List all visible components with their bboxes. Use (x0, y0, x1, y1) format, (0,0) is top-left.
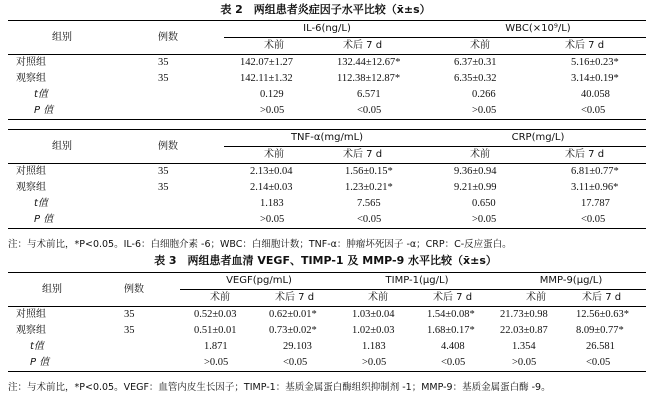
sub-header: 术前 (338, 290, 421, 307)
wbc-header: WBC(×10⁹/L) (430, 21, 646, 38)
table-row: 对照组 35 2.13±0.04 1.56±0.15* 9.36±0.94 6.81±0.77* (16, 166, 619, 177)
mmp9-header: MMP-9(μg/L) (496, 273, 646, 290)
sub-header: 术前 (430, 147, 543, 164)
sub-header: 术后 7 d (543, 147, 646, 164)
table-row: t值 1.871 29.103 1.183 4.408 1.354 26.581 (30, 341, 615, 352)
table2-part2 (8, 129, 646, 229)
crp-header: CRP(mg/L) (430, 130, 646, 147)
vegf-header: VEGF(pg/mL) (180, 273, 338, 290)
table-row: 对照组 35 0.52±0.03 0.62±0.01* 1.03±0.04 1.54±0.08* 21.73±0.98 12.56±0.63* (16, 309, 630, 320)
sub-header: 术前 (224, 38, 337, 55)
table3-caption: 表 3 两组患者血清 VEGF、TIMP-1 及 MMP-9 水平比较（x̄±s） (154, 254, 497, 267)
group-header: 组别 (8, 21, 136, 55)
table-row: t值 0.129 6.571 0.266 40.058 (34, 89, 610, 100)
tnf-header: TNF-α(mg/mL) (224, 130, 430, 147)
table-row: P 值 >0.05 <0.05 >0.05 <0.05 >0.05 <0.05 (8, 355, 646, 372)
table3-note: 注：与术前比，*P<0.05。VEGF：血管内皮生长因子；TIMP-1：基质金属蛋白酶组织抑制剂 -1；MMP-9：基质金属蛋白酶 -9。 (8, 382, 551, 393)
table2-caption: 表 2 两组患者炎症因子水平比较（x̄±s） (220, 3, 431, 16)
sub-header: 术前 (430, 38, 543, 55)
table-row: P 值 >0.05 <0.05 >0.05 <0.05 (8, 103, 646, 120)
group-header: 组别 (8, 130, 136, 164)
n-header: 例数 (136, 130, 224, 164)
n-header: 例数 (136, 21, 224, 55)
table3 (8, 272, 646, 372)
sub-header: 术前 (496, 290, 574, 307)
sub-header: 术后 7 d (337, 147, 430, 164)
sub-header: 术前 (224, 147, 337, 164)
timp1-header: TIMP-1(μg/L) (338, 273, 496, 290)
table-row: 观察组 35 2.14±0.03 1.23±0.21* 9.21±0.99 3.11±0.96* (16, 182, 619, 193)
n-header: 例数 (110, 273, 180, 307)
sub-header: 术后 7 d (337, 38, 430, 55)
group-header: 组别 (8, 273, 110, 307)
sub-header: 术前 (180, 290, 263, 307)
sub-header: 术后 7 d (263, 290, 338, 307)
sub-header: 术后 7 d (543, 38, 646, 55)
sub-header: 术后 7 d (421, 290, 496, 307)
il6-header: IL-6(ng/L) (224, 21, 430, 38)
table-row: P 值 >0.05 <0.05 >0.05 <0.05 (8, 212, 646, 229)
table-row: t值 1.183 7.565 0.650 17.787 (34, 198, 610, 209)
table-row: 观察组 35 142.11±1.32 112.38±12.87* 6.35±0.32 3.14±0.19* (16, 73, 619, 84)
table2-note: 注：与术前比，*P<0.05。IL-6：白细胞介素 -6；WBC：白细胞计数；TNF-α：肿瘤坏死因子 -α；CRP：C-反应蛋白。 (8, 239, 512, 250)
table-row: 对照组 35 142.07±1.27 132.44±12.67* 6.37±0.31 5.16±0.23* (16, 57, 619, 68)
table2-part1 (8, 20, 646, 120)
sub-header: 术后 7 d (574, 290, 646, 307)
table-row: 观察组 35 0.51±0.01 0.73±0.02* 1.02±0.03 1.68±0.17* 22.03±0.87 8.09±0.77* (16, 325, 624, 336)
